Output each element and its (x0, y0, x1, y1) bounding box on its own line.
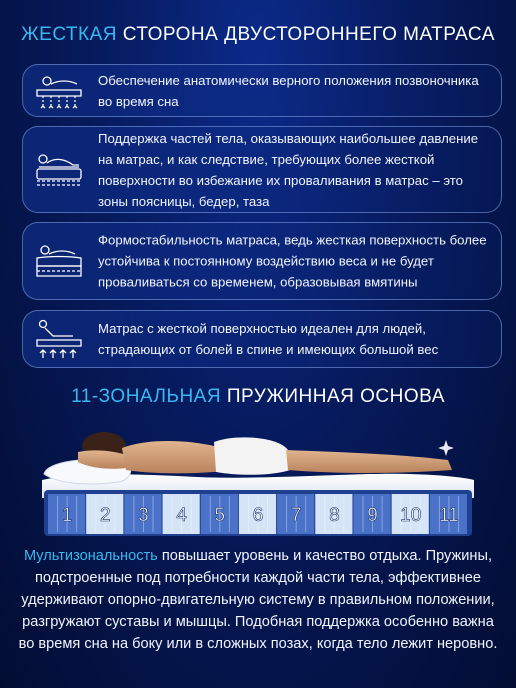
feature-text: Обеспечение анатомически верного положения позвоночника во время сна (98, 72, 479, 109)
title-accent: ЖЕСТКАЯ (21, 24, 117, 45)
feature-text: Поддержка частей тела, оказывающих наибольшее давление на матрас, и как следствие, требующих более жесткой поверхности во избежание их проваливания в матрас – это зоны поясницы, бедер, таза (98, 130, 479, 209)
section-title-rest: ПРУЖИННАЯ ОСНОВА (221, 386, 445, 407)
zone-label: 11 (439, 505, 459, 526)
description-text (18, 545, 498, 655)
sparkle-icon (438, 440, 454, 456)
feature-card-stability (22, 222, 502, 300)
description-accent: Мультизональность (23, 548, 158, 564)
zone-label: 4 (176, 505, 187, 526)
feature-text: Формостабильность матраса, ведь жесткая поверхность более устойчива к постоянному воздействию веса и не будет проваливаться со временем, образовывая вмятины (98, 232, 487, 290)
feature-card-support (22, 126, 502, 213)
form-stability-icon (29, 236, 87, 286)
zone-label: 7 (290, 505, 302, 526)
feature-card-back-pain (22, 310, 502, 368)
section-title-accent: 11-ЗОНАЛЬНАЯ (71, 386, 222, 407)
body-support-icon (29, 145, 87, 195)
feature-card-spine (22, 64, 502, 117)
back-pain-icon (29, 314, 87, 364)
section-title (0, 386, 516, 408)
mattress-illustration (38, 418, 476, 540)
zone-label: 1 (61, 505, 73, 526)
zone-label: 9 (367, 505, 378, 526)
zone-label: 5 (214, 505, 226, 526)
zone-label: 2 (99, 505, 111, 526)
mattress-zones-graphic (38, 418, 476, 540)
woman-figure (78, 432, 452, 475)
spine-on-mattress-icon (29, 66, 87, 116)
zones-group (48, 494, 467, 534)
zone-label: 6 (252, 505, 264, 526)
feature-text: Матрас с жесткой поверхностью идеален для людей, страдающих от болей в спине и имеющих большой вес (98, 321, 439, 357)
zone-label: 10 (400, 505, 422, 526)
page-title (0, 24, 516, 46)
title-rest: СТОРОНА ДВУСТОРОННЕГО МАТРАСА (116, 24, 495, 45)
description-rest: повышает уровень и качество отдыха. Пружины, подстроенные под потребности каждой части тела, эффективнее удерживают опорно-двигательную систему в правильном положении, разгружают суставы и мышцы. Подобная поддержка особенно важна во время сна на боку или в сложных позах, когда тело лежит неровно. (18, 548, 498, 652)
zone-label: 8 (329, 505, 340, 526)
zone-label: 3 (138, 505, 149, 526)
